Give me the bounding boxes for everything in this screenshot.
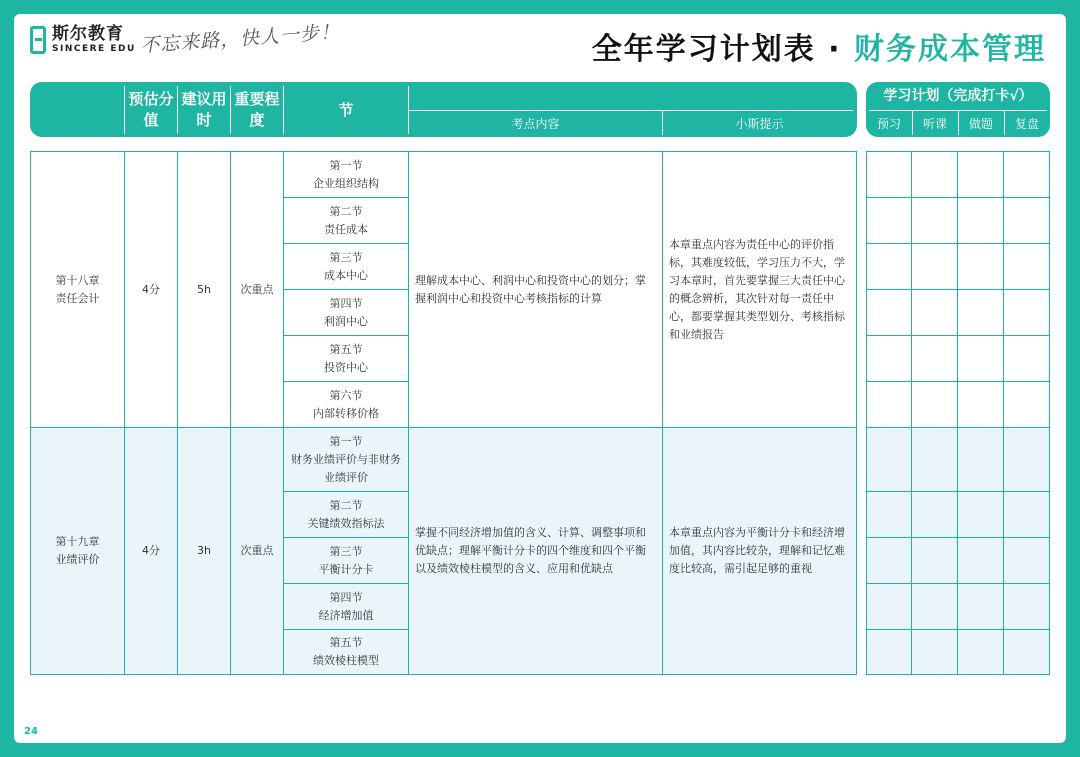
section-cell: 第三节 成本中心 (284, 244, 409, 290)
plan-checkbox-cell[interactable] (912, 492, 958, 538)
chapter-score: 4分 (125, 428, 178, 675)
plan-checkbox-cell[interactable] (958, 492, 1004, 538)
plan-checkbox-cell[interactable] (867, 382, 912, 428)
section-cell: 第六节 内部转移价格 (284, 382, 409, 428)
logo (30, 26, 136, 54)
plan-checkbox-cell[interactable] (867, 428, 912, 492)
logo-cn: 斯尔教育 (52, 24, 124, 44)
title-separator: · (815, 32, 854, 67)
title-sub: 财务成本管理 (854, 32, 1046, 67)
plan-checkbox-cell[interactable] (958, 244, 1004, 290)
plan-checkbox-cell[interactable] (867, 492, 912, 538)
tips-cell: 本章重点内容为责任中心的评价指标，其难度较低，学习压力不大，学习本章时，首先要掌握三大责任中心的概念辨析，其次针对每一责任中心，都要掌握其类型划分、考核指标和业绩报告 (663, 152, 857, 428)
plan-checkbox-cell[interactable] (1004, 584, 1050, 630)
logo-en: SINCERE EDU (52, 44, 136, 54)
slogan: 不忘来路，快人一步！ (139, 21, 341, 57)
chapter-time: 3h (178, 428, 231, 675)
chapter-name: 第十九章 业绩评价 (31, 428, 125, 675)
header-section: 节 (338, 100, 354, 119)
plan-checkbox-cell[interactable] (867, 152, 912, 198)
section-cell: 第二节 关键绩效指标法 (284, 492, 409, 538)
chapter-score: 4分 (125, 152, 178, 428)
plan-checkbox-cell[interactable] (1004, 152, 1050, 198)
plan-checkbox-cell[interactable] (958, 290, 1004, 336)
plan-checkbox-cell[interactable] (912, 152, 958, 198)
plan-checkbox-cell[interactable] (867, 290, 912, 336)
logo-icon (30, 26, 46, 54)
plan-checkbox-cell[interactable] (912, 198, 958, 244)
title-main: 全年学习计划表 (591, 32, 816, 67)
plan-checkbox-cell[interactable] (912, 382, 958, 428)
plan-checkbox-cell[interactable] (912, 584, 958, 630)
header-plan: 学习计划（完成打卡√） (883, 88, 1033, 104)
plan-col-review: 复盘 (1014, 117, 1039, 131)
section-cell: 第一节 财务业绩评价与非财务业绩评价 (284, 428, 409, 492)
page-title (592, 24, 1046, 68)
plan-col-practice: 做题 (968, 117, 993, 131)
section-cell: 第四节 经济增加值 (284, 584, 409, 630)
chapter-name: 第十八章 责任会计 (31, 152, 125, 428)
plan-col-preview: 预习 (876, 117, 901, 131)
plan-checkbox-cell[interactable] (958, 584, 1004, 630)
plan-checkbox-cell[interactable] (912, 538, 958, 584)
header-score: 预估分值 (128, 90, 174, 129)
plan-checkbox-cell[interactable] (867, 584, 912, 630)
page-number: 24 (24, 726, 38, 737)
plan-checkbox-cell[interactable] (912, 630, 958, 675)
plan-checkbox-cell[interactable] (958, 382, 1004, 428)
plan-checkbox-cell[interactable] (1004, 336, 1050, 382)
plan-checkbox-cell[interactable] (958, 336, 1004, 382)
plan-checkbox-cell[interactable] (958, 538, 1004, 584)
section-cell: 第一节 企业组织结构 (284, 152, 409, 198)
section-cell: 第五节 绩效棱柱模型 (284, 630, 409, 675)
header-content: 考点内容 (511, 116, 560, 131)
header-importance: 重要程度 (234, 90, 280, 129)
plan-checkbox-cell[interactable] (1004, 244, 1050, 290)
plan-checkbox-cell[interactable] (912, 428, 958, 492)
section-cell: 第四节 利润中心 (284, 290, 409, 336)
section-cell: 第五节 投资中心 (284, 336, 409, 382)
section-cell: 第三节 平衡计分卡 (284, 538, 409, 584)
plan-checkbox-cell[interactable] (867, 198, 912, 244)
tips-cell: 本章重点内容为平衡计分卡和经济增加值，其内容比较杂，理解和记忆难度比较高，需引起足够的重视 (663, 428, 857, 675)
chapter-time: 5h (178, 152, 231, 428)
plan-checkbox-cell[interactable] (912, 244, 958, 290)
plan-checkbox-cell[interactable] (1004, 382, 1050, 428)
content-cell: 掌握不同经济增加值的含义、计算、调整事项和优缺点；理解平衡计分卡的四个维度和四个平衡以及绩效棱柱模型的含义、应用和优缺点 (409, 428, 663, 675)
header-time: 建议用时 (181, 90, 227, 129)
plan-checkbox-cell[interactable] (867, 538, 912, 584)
plan-checkbox-cell[interactable] (867, 630, 912, 675)
chapter-importance: 次重点 (231, 152, 284, 428)
plan-checkbox-cell[interactable] (958, 630, 1004, 675)
chapter-importance: 次重点 (231, 428, 284, 675)
plan-checkbox-cell[interactable] (1004, 492, 1050, 538)
plan-checkbox-cell[interactable] (1004, 428, 1050, 492)
plan-checkbox-cell[interactable] (867, 336, 912, 382)
plan-checkbox-cell[interactable] (958, 152, 1004, 198)
plan-checkbox-cell[interactable] (958, 428, 1004, 492)
plan-checkbox-cell[interactable] (1004, 198, 1050, 244)
content-cell: 理解成本中心、利润中心和投资中心的划分；掌握利润中心和投资中心考核指标的计算 (409, 152, 663, 428)
plan-col-lecture: 听课 (922, 117, 947, 131)
plan-checkbox-cell[interactable] (912, 336, 958, 382)
plan-checkbox-cell[interactable] (1004, 538, 1050, 584)
section-cell: 第二节 责任成本 (284, 198, 409, 244)
plan-checkbox-cell[interactable] (867, 244, 912, 290)
plan-checkbox-cell[interactable] (1004, 290, 1050, 336)
plan-checkbox-cell[interactable] (1004, 630, 1050, 675)
plan-checkbox-cell[interactable] (912, 290, 958, 336)
header-tips: 小斯提示 (735, 116, 784, 131)
plan-checkbox-cell[interactable] (958, 198, 1004, 244)
